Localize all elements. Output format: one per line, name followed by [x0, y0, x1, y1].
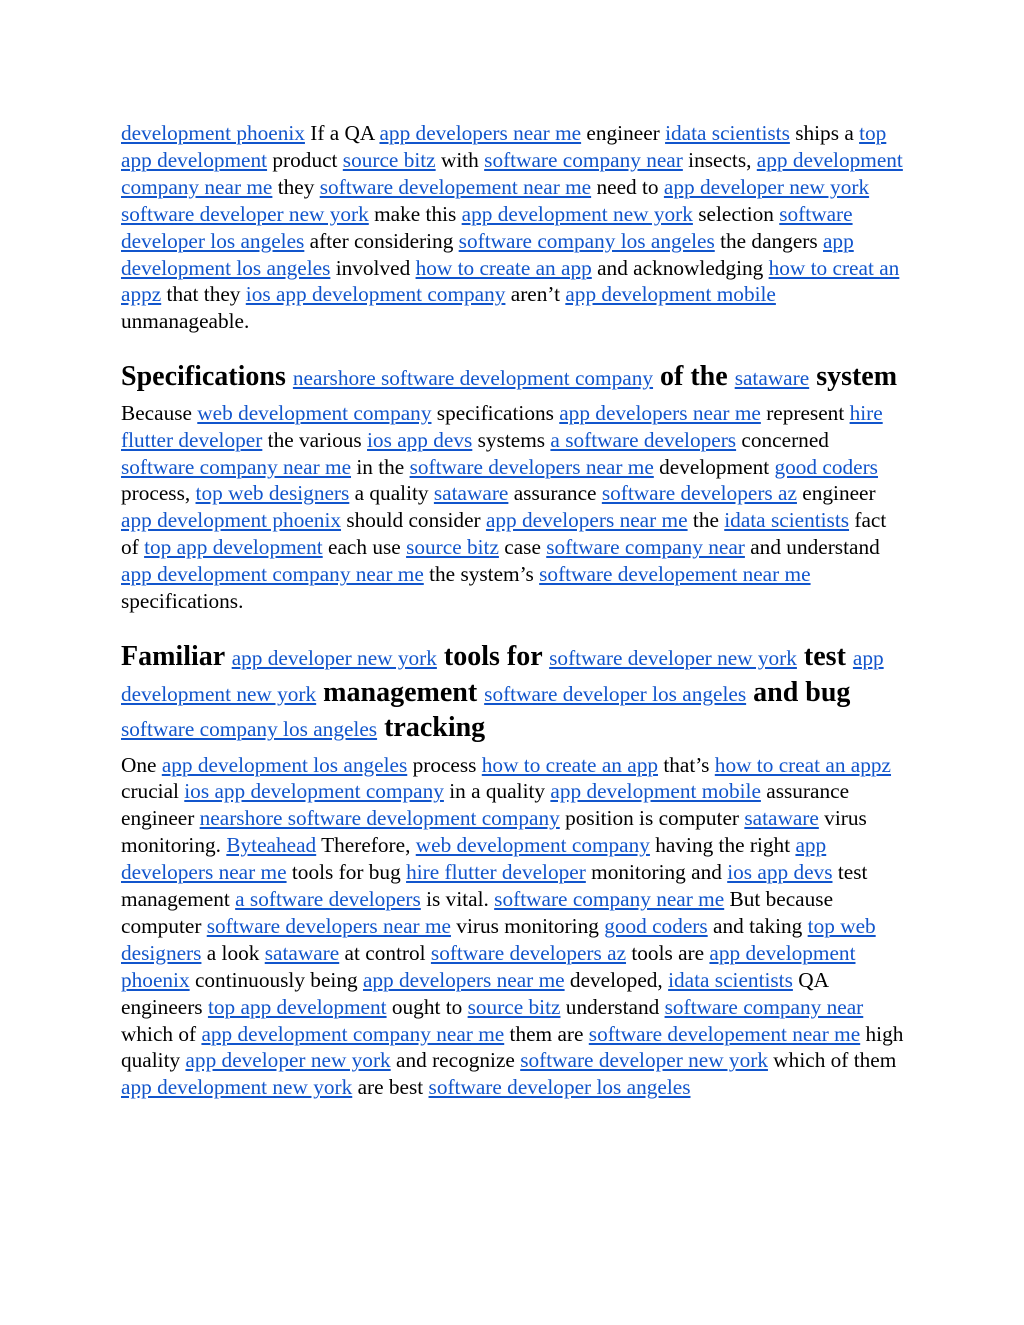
inline-link[interactable]: top web designers: [195, 481, 350, 506]
inline-link[interactable]: software developer los angeles: [484, 681, 747, 706]
inline-link[interactable]: app development phoenix: [121, 508, 342, 533]
text-run: is vital.: [420, 887, 495, 912]
inline-link[interactable]: app development new york: [121, 1075, 353, 1100]
text-run: process,: [121, 481, 196, 506]
inline-link[interactable]: source bitz: [467, 994, 561, 1019]
text-run: product: [267, 147, 343, 172]
text-run: that’s: [658, 752, 715, 777]
text-run: a quality: [349, 481, 434, 506]
heading-specifications: [121, 360, 906, 396]
inline-link[interactable]: software developement near me: [539, 562, 811, 587]
inline-link[interactable]: app development new york: [461, 201, 693, 226]
text-run: in the: [351, 454, 410, 479]
inline-link[interactable]: software developer new york: [121, 201, 369, 226]
text-run: QA engineers: [121, 967, 828, 1019]
inline-link[interactable]: hire flutter developer: [121, 400, 883, 452]
inline-link[interactable]: software developement near me: [319, 174, 592, 199]
text-run: system: [809, 361, 898, 393]
text-run: position is computer: [559, 806, 745, 831]
inline-link[interactable]: software developer new york: [520, 1048, 768, 1073]
inline-link[interactable]: hire flutter developer: [406, 860, 586, 885]
text-run: management: [316, 676, 485, 708]
inline-link[interactable]: app developer new york: [663, 174, 870, 199]
inline-link[interactable]: source bitz: [342, 147, 436, 172]
text-run: assurance: [508, 481, 602, 506]
text-run: virus monitoring: [450, 913, 605, 938]
text-run: ships a: [789, 121, 860, 145]
text-run: monitoring and: [585, 860, 728, 885]
text-run: need to: [591, 174, 664, 199]
text-run: crucial: [121, 779, 185, 804]
text-run: Because: [121, 400, 198, 425]
text-run: test: [796, 641, 853, 672]
text-run: aren’t: [505, 282, 566, 307]
inline-link[interactable]: web development company: [415, 833, 650, 858]
inline-link[interactable]: top web designers: [121, 913, 876, 965]
text-run: understand: [560, 994, 665, 1019]
inline-link[interactable]: software developers az: [601, 481, 797, 506]
text-run: and recognize: [390, 1048, 521, 1073]
text-run: make this: [368, 201, 462, 226]
inline-link[interactable]: ios app devs: [367, 427, 473, 452]
text-run: tools are: [626, 940, 710, 965]
document-page: [121, 120, 906, 1101]
inline-link[interactable]: top app development: [121, 121, 887, 172]
text-run: ought to: [386, 994, 468, 1019]
text-run: after considering: [304, 228, 459, 253]
inline-link[interactable]: how to create an app: [415, 255, 592, 280]
inline-link[interactable]: app development mobile: [565, 282, 776, 307]
inline-link[interactable]: software developers near me: [409, 454, 654, 479]
inline-link[interactable]: ios app development company: [184, 779, 444, 804]
text-run: continuously being: [189, 967, 363, 992]
inline-link[interactable]: ios app development company: [245, 282, 506, 307]
text-run: tools for bug: [286, 860, 407, 885]
inline-link[interactable]: software developers az: [430, 940, 627, 965]
text-run: high quality: [121, 1021, 904, 1073]
inline-link[interactable]: good coders: [774, 454, 878, 479]
inline-link[interactable]: Byteahead: [226, 833, 317, 858]
text-run: of the: [653, 361, 735, 393]
inline-link[interactable]: app development mobile: [550, 779, 761, 804]
inline-link[interactable]: app developer new york: [185, 1048, 391, 1073]
text-run: the various: [262, 427, 368, 452]
inline-link[interactable]: app development phoenix: [121, 940, 856, 992]
inline-link[interactable]: software company los angeles: [121, 717, 378, 741]
text-run: fact of: [121, 508, 887, 560]
inline-link[interactable]: idata scientists: [724, 508, 850, 533]
text-run: tracking: [377, 712, 486, 743]
text-run: specifications: [431, 400, 560, 425]
inline-link[interactable]: app development company near me: [121, 562, 424, 587]
inline-link[interactable]: software developer los angeles: [121, 201, 853, 253]
text-run: unmanageable.: [121, 309, 250, 334]
inline-link[interactable]: how to creat an appz: [121, 255, 900, 307]
text-run: the: [687, 508, 725, 533]
inline-link[interactable]: software developer new york: [549, 646, 797, 670]
inline-link[interactable]: nearshore software development company: [292, 366, 654, 391]
inline-link[interactable]: idata scientists: [665, 121, 790, 145]
inline-link[interactable]: software company near: [484, 147, 683, 172]
inline-link[interactable]: app development los angeles: [121, 228, 854, 280]
text-run: virus monitoring.: [121, 806, 867, 858]
inline-link[interactable]: sataware: [734, 366, 810, 391]
inline-link[interactable]: app development los angeles: [161, 752, 408, 777]
text-run: systems: [472, 427, 551, 452]
inline-link[interactable]: app development new york: [121, 646, 884, 706]
inline-link[interactable]: app development company near me: [201, 1021, 505, 1046]
text-run: Familiar: [121, 641, 232, 672]
text-run: which of: [121, 1021, 202, 1046]
inline-link[interactable]: nearshore software development company: [199, 806, 560, 831]
text-run: But because computer: [121, 887, 834, 938]
text-run: that they: [161, 282, 246, 307]
text-run: should consider: [341, 508, 486, 533]
inline-link[interactable]: app developers near me: [379, 121, 582, 145]
inline-link[interactable]: software company near me: [121, 454, 352, 479]
inline-link[interactable]: software company near me: [494, 887, 725, 912]
inline-link[interactable]: a software developers: [235, 887, 421, 912]
inline-link[interactable]: sataware: [744, 806, 819, 831]
text-run: case: [498, 535, 547, 560]
inline-link[interactable]: how to create an app: [481, 752, 658, 777]
text-run: Therefore,: [316, 833, 416, 858]
text-run: are best: [352, 1075, 429, 1100]
text-run: each use: [322, 535, 407, 560]
inline-link[interactable]: development phoenix: [121, 121, 305, 145]
inline-link[interactable]: sataware: [433, 481, 509, 506]
text-run: development: [653, 454, 775, 479]
text-run: engineer: [796, 481, 876, 506]
inline-link[interactable]: software developers near me: [206, 913, 451, 938]
inline-link[interactable]: good coders: [604, 913, 708, 938]
inline-link[interactable]: software developement near me: [588, 1021, 861, 1046]
text-run: test management: [121, 860, 868, 912]
text-run: the system’s: [423, 562, 540, 587]
text-run: One: [121, 752, 162, 777]
inline-link[interactable]: software company los angeles: [458, 228, 715, 253]
text-run: If a QA: [304, 121, 380, 145]
inline-link[interactable]: software company near: [664, 994, 864, 1019]
inline-link[interactable]: source bitz: [406, 535, 499, 560]
text-run: specifications.: [121, 589, 244, 614]
inline-link[interactable]: idata scientists: [668, 967, 793, 992]
text-run: tools for: [436, 641, 550, 672]
tools-paragraph: [121, 752, 906, 1102]
text-run: they: [272, 174, 320, 199]
text-run: and bug: [746, 676, 851, 708]
inline-link[interactable]: app developers near me: [362, 967, 565, 992]
inline-link[interactable]: app developers near me: [121, 833, 827, 885]
inline-link[interactable]: software company near: [546, 535, 745, 560]
intro-paragraph: [121, 120, 906, 335]
text-run: developed,: [564, 967, 669, 992]
text-run: in a quality: [443, 779, 551, 804]
text-run: which of them: [767, 1048, 897, 1073]
text-run: and taking: [707, 913, 808, 938]
inline-link[interactable]: top app development: [144, 535, 323, 560]
text-run: them are: [504, 1021, 589, 1046]
inline-link[interactable]: software developer los angeles: [428, 1075, 691, 1100]
text-run: and acknowledging: [591, 255, 769, 280]
text-run: a look: [201, 940, 265, 965]
inline-link[interactable]: app developer new york: [231, 646, 437, 670]
inline-link[interactable]: a software developers: [550, 427, 737, 452]
text-run: selection: [692, 201, 780, 226]
text-run: at control: [339, 940, 431, 965]
text-run: involved: [330, 255, 416, 280]
inline-link[interactable]: web development company: [197, 400, 432, 425]
text-run: assurance engineer: [121, 779, 850, 831]
text-run: engineer: [581, 121, 666, 145]
inline-link[interactable]: app developers near me: [485, 508, 688, 533]
text-run: concerned: [736, 427, 829, 452]
text-run: with: [435, 147, 485, 172]
inline-link[interactable]: ios app devs: [727, 860, 833, 885]
inline-link[interactable]: app developers near me: [559, 400, 761, 425]
text-run: process: [407, 752, 482, 777]
text-run: the dangers: [714, 228, 823, 253]
inline-link[interactable]: top app development: [207, 994, 387, 1019]
specifications-paragraph: [121, 400, 906, 615]
inline-link[interactable]: sataware: [264, 940, 340, 965]
inline-link[interactable]: app development company near me: [121, 147, 903, 199]
text-run: insects,: [682, 147, 757, 172]
inline-link[interactable]: how to creat an appz: [714, 752, 892, 777]
text-run: having the right: [649, 833, 796, 858]
text-run: Specifications: [121, 361, 293, 393]
text-run: and understand: [744, 535, 880, 560]
heading-familiar-tools: [121, 640, 906, 747]
text-run: represent: [760, 400, 850, 425]
